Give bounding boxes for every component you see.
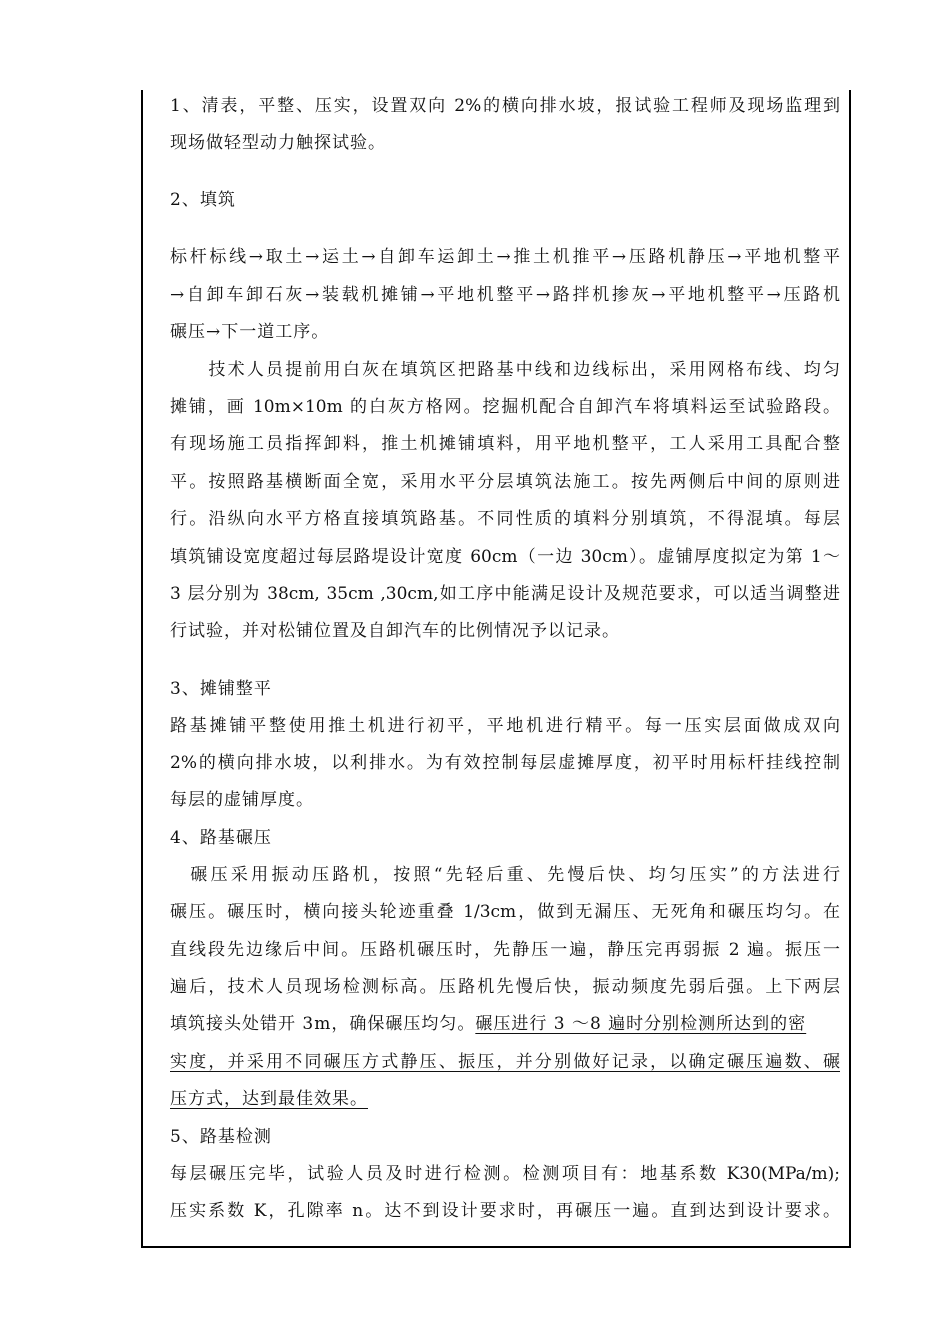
section-heading: 3、摊铺整平 [170,679,272,699]
text-line: 有现场施工员指挥卸料，推土机摊铺填料，用平地机整平，工人采用工具配合整 [170,434,840,454]
text-line: →自卸车卸石灰→装载机摊铺→平地机整平→路拌机掺灰→平地机整平→压路机 [170,285,840,305]
text-line: 路基摊铺平整使用推土机进行初平，平地机进行精平。每一压实层面做成双向 [170,716,840,736]
text-line: 标杆标线→取土→运土→自卸车运卸土→推土机推平→压路机静压→平地机整平 [170,247,840,267]
text-line: 摊铺，画 10m×10m 的白灰方格网。挖掘机配合自卸汽车将填料运至试验路段。 [170,397,840,417]
underlined-text-line: 实度，并采用不同碾压方式静压、振压，并分别做好记录，以确定碾压遍数、碾 [170,1052,840,1072]
text-line [170,1014,806,1036]
text-line: 技术人员提前用白灰在填筑区把路基中线和边线标出，采用网格布线、均匀 [170,360,840,380]
text-line: 直线段先边缘后中间。压路机碾压时，先静压一遍，静压完再弱振 2 遍。振压一 [170,940,840,960]
text-line: 碾压采用振动压路机，按照“先轻后重、先慢后快、均匀压实”的方法进行 [170,865,840,885]
text-line: 碾压→下一道工序。 [170,322,330,342]
text-line: 遍后，技术人员现场检测标高。压路机先慢后快，振动频度先弱后强。上下两层 [170,977,840,997]
text-line: 填筑铺设宽度超过每层路堤设计宽度 60cm（一边 30cm）。虚铺厚度拟定为第 1～ [170,547,840,567]
text-line: 行试验，并对松铺位置及自卸汽车的比例情况予以记录。 [170,621,620,641]
section-heading: 2、填筑 [170,190,236,210]
text-line: 2%的横向排水坡，以利排水。为有效控制每层虚摊厚度，初平时用标杆挂线控制 [170,753,840,773]
text-segment: 填筑接头处错开 3m，确保碾压均匀。 [170,1014,476,1034]
text-line: 压实系数 K，孔隙率 n。达不到设计要求时，再碾压一遍。直到达到设计要求。 [170,1201,840,1221]
section-heading: 4、路基碾压 [170,828,272,848]
text-line: 1、清表，平整、压实，设置双向 2%的横向排水坡，报试验工程师及现场监理到 [170,96,840,116]
text-line: 碾压。碾压时，横向接头轮迹重叠 1/3cm，做到无漏压、无死角和碾压均匀。在 [170,902,840,922]
underlined-text-line: 压方式，达到最佳效果。 [170,1089,368,1109]
text-line: 每层碾压完毕，试验人员及时进行检测。检测项目有：地基系数 K30(MPa/m); [170,1164,840,1184]
text-line: 每层的虚铺厚度。 [170,790,314,810]
text-line: 3 层分别为 38cm, 35cm ,30cm,如工序中能满足设计及规范要求，可以适当调整进 [170,584,840,604]
text-line: 行。沿纵向水平方格直接填筑路基。不同性质的填料分别填筑，不得混填。每层 [170,509,840,529]
underlined-text: 碾压进行 3 ～8 遍时分别检测所达到的密 [475,1014,807,1034]
text-line: 平。按照路基横断面全宽，采用水平分层填筑法施工。按先两侧后中间的原则进 [170,472,840,492]
text-line: 现场做轻型动力触探试验。 [170,133,386,153]
section-heading: 5、路基检测 [170,1127,272,1147]
